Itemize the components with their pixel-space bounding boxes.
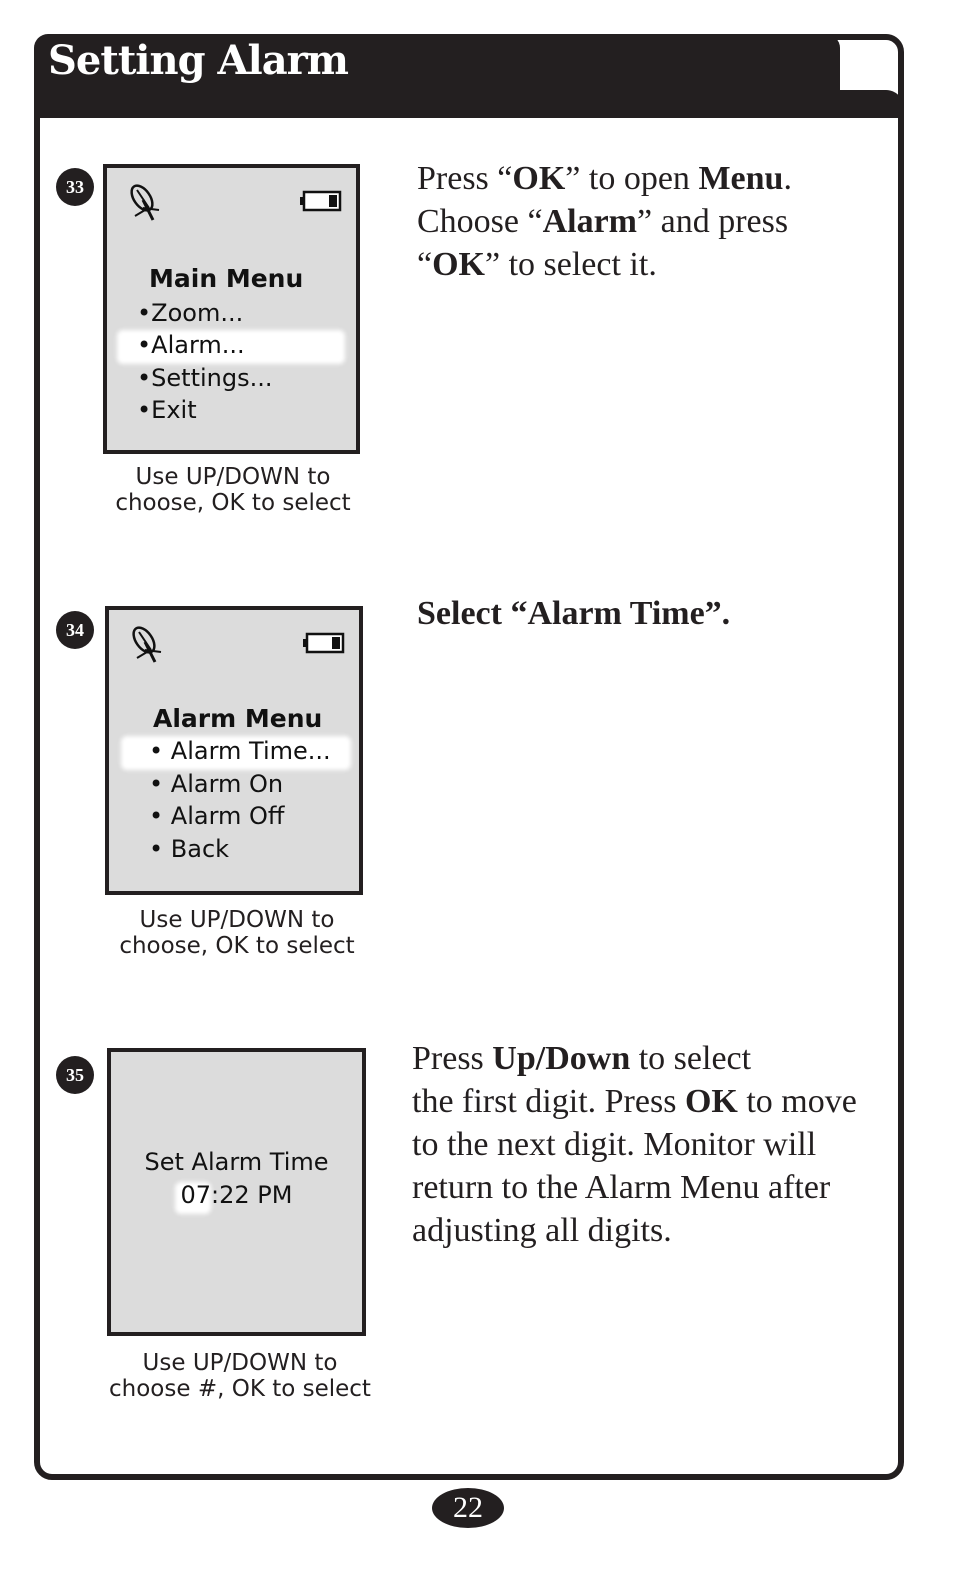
caption-line: Use UP/DOWN to <box>139 907 335 933</box>
page-title: Setting Alarm <box>48 37 349 84</box>
satellite-dish-icon <box>125 180 163 224</box>
page-number: 22 <box>432 1488 504 1528</box>
caption-line: choose, OK to select <box>115 490 351 516</box>
menu-item-alarm-time[interactable]: • Alarm Time... <box>149 737 331 765</box>
step-number-35: 35 <box>56 1056 94 1094</box>
set-alarm-time-screen <box>107 1048 366 1336</box>
menu-item-zoom[interactable]: •Zoom... <box>137 299 244 327</box>
step-34-caption <box>104 907 370 959</box>
step-33-caption <box>100 464 366 516</box>
instruction-line: Press Up/Down to select <box>412 1040 752 1077</box>
main-menu-screen <box>103 164 360 454</box>
caption-line: choose #, OK to select <box>109 1376 371 1402</box>
caption-line: choose, OK to select <box>119 933 355 959</box>
instruction-line: “OK” to select it. <box>417 246 657 283</box>
menu-title: Main Menu <box>149 264 304 293</box>
instruction-line: to the next digit. Monitor will <box>412 1126 817 1163</box>
alarm-menu-screen <box>105 606 363 895</box>
menu-item-alarm-on[interactable]: • Alarm On <box>149 770 284 798</box>
menu-item-alarm-off[interactable]: • Alarm Off <box>149 802 285 830</box>
header-tab-edge <box>820 90 904 118</box>
menu-item-exit[interactable]: •Exit <box>137 396 197 424</box>
menu-item-back[interactable]: • Back <box>149 835 230 863</box>
caption-line: Use UP/DOWN to <box>135 464 331 490</box>
step-35-caption <box>96 1350 384 1402</box>
instruction-line: Choose “Alarm” and press <box>417 203 789 240</box>
step-33-instruction <box>417 157 792 286</box>
instruction-line: adjusting all digits. <box>412 1212 672 1249</box>
instruction-line: Press “OK” to open Menu. <box>417 160 792 197</box>
battery-icon <box>303 632 345 654</box>
alarm-time-value[interactable]: 07:22 PM <box>180 1181 293 1209</box>
step-35-instruction <box>412 1037 857 1252</box>
instruction-line: the first digit. Press OK to move <box>412 1083 857 1120</box>
menu-item-settings[interactable]: •Settings... <box>137 364 273 392</box>
menu-item-alarm[interactable]: •Alarm... <box>137 331 245 359</box>
step-number-33: 33 <box>56 168 94 206</box>
menu-title: Alarm Menu <box>153 704 323 733</box>
battery-icon <box>300 190 342 212</box>
instruction-line: return to the Alarm Menu after <box>412 1169 831 1206</box>
caption-line: Use UP/DOWN to <box>142 1350 338 1376</box>
step-34-instruction: Select “Alarm Time”. <box>417 595 731 632</box>
step-number-34: 34 <box>56 611 94 649</box>
set-alarm-time-label: Set Alarm Time <box>144 1148 329 1176</box>
satellite-dish-icon <box>127 622 165 666</box>
